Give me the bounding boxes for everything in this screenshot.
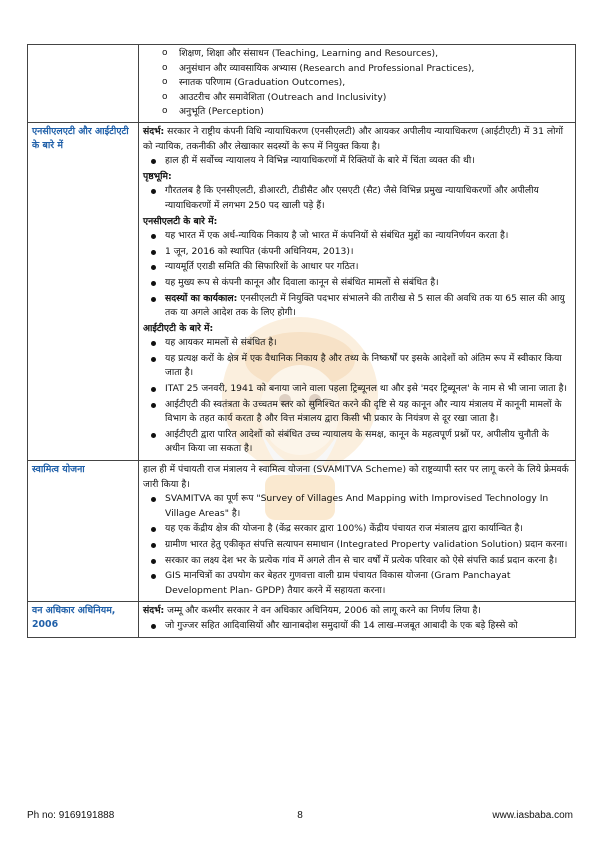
- list-item: o अनुसंधान और व्यावसायिक अभ्यास (Research and Professional Practices),: [179, 62, 571, 77]
- list-item: [165, 292, 571, 321]
- website-link[interactable]: www.iasbaba.com: [492, 810, 573, 821]
- row-label: वन अधिकार अधिनियम, 2006: [28, 602, 139, 637]
- table-row: [28, 602, 576, 637]
- context-text: जम्मू और कश्मीर सरकार ने वन अधिकार अधिनियम, 2006 को लागू करने का निर्णय लिया है।: [164, 605, 481, 617]
- context-text: सरकार ने राष्ट्रीय कंपनी विधि न्यायाधिकरण (एनसीएलटी) और आयकर अपीलीय न्यायाधिकरण (आईटीएटी) में 31 लोगों को न्यायिक, तकनीकी और लेखाकार सदस्यों के रूप में नियुक्त किया है।: [143, 125, 564, 152]
- context-heading: संदर्भ:: [143, 605, 165, 617]
- context-heading: संदर्भ:: [143, 125, 165, 137]
- parameter-list: [143, 47, 571, 120]
- background-heading: पृष्ठभूमि:: [143, 170, 172, 182]
- nclat-heading: एनसीएलटी के बारे में:: [143, 215, 218, 227]
- list-item: न्यायमूर्ति एराडी समिति की सिफारिशों के आधार पर गठित।: [165, 260, 571, 275]
- table-row: [28, 461, 576, 602]
- list-item: सरकार का लक्ष्य देश भर के प्रत्येक गांव में अगले तीन से चार वर्षों में प्रत्येक परिवार को ऐसे संपत्ति कार्ड प्रदान करना है।: [165, 554, 571, 569]
- list-item: o शिक्षण, शिक्षा और संसाधन (Teaching, Learning and Resources),: [179, 47, 571, 62]
- list-item: आईटीएटी की स्वतंत्रता के उच्चतम स्तर को सुनिश्चित करने की दृष्टि से यह कानून और न्याय मंत्रालय में कानूनी मामलों के विभाग के तहत कार्य करता है और वित्त मंत्रालय द्वारा किसी भी प्रकार के नियंत्रण से दूर रखा जाता है।: [165, 398, 571, 427]
- list-item: यह एक केंद्रीय क्षेत्र की योजना है (केंद्र सरकार द्वारा 100%) केंद्रीय पंचायत राज मंत्रालय द्वारा कार्यान्वित है।: [165, 522, 571, 537]
- list-item: ग्रामीण भारत हेतु एकीकृत संपत्ति सत्यापन समाधान (Integrated Property validation Solution) प्रदान करना।: [165, 538, 571, 553]
- list-item: o अनुभूति (Perception): [179, 105, 571, 120]
- row-label: स्वामित्व योजना: [28, 461, 139, 602]
- intro-text: हाल ही में पंचायती राज मंत्रालय ने स्वामित्व योजना (SVAMITVA Scheme) को राष्ट्रव्यापी स्तर पर लागू करने के लिये फ्रेमवर्क जारी किया है।: [143, 464, 569, 490]
- phone-number: Ph no: 9169191888: [27, 810, 115, 821]
- row-content: [139, 122, 576, 460]
- list-item: यह भारत में एक अर्ध-न्यायिक निकाय है जो भारत में कंपनियों से संबंधित मुद्दों का न्यायनिर्णयन करता है।: [165, 229, 571, 244]
- itat-heading: आईटीएटी के बारे में:: [143, 322, 214, 334]
- list-item: गौरतलब है कि एनसीएलटी, डीआरटी, टीडीसैट और एसएटी (सैट) जैसे विभिन्न प्रमुख न्यायाधिकरणों और अपीलीय न्यायाधिकरणों में लगभग 250 पद खाली पड़े हैं।: [165, 184, 571, 213]
- row-content: [139, 602, 576, 637]
- page-footer: [27, 810, 573, 830]
- list-item: आईटीएटी द्वारा पारित आदेशों को संबंधित उच्च न्यायालय के समक्ष, कानून के महत्वपूर्ण प्रश्नों पर, अपीलीय चुनौती के अधीन किया जा सकता है।: [165, 428, 571, 457]
- content-table: [27, 44, 576, 638]
- list-item: GIS मानचित्रों का उपयोग कर बेहतर गुणवत्ता वाली ग्राम पंचायत विकास योजना (Gram Panchayat Development Plan- GPDP) तैयार करने में सहायता करना।: [165, 569, 571, 598]
- row-label: एनसीएलएटी और आईटीएटी के बारे में: [28, 122, 139, 460]
- list-item: 1 जून, 2016 को स्थापित (कंपनी अधिनियम, 2013)।: [165, 245, 571, 260]
- row-content: [139, 461, 576, 602]
- row-content: [139, 45, 576, 123]
- list-item: हाल ही में सर्वोच्च न्यायालय ने विभिन्न न्यायाधिकरणों में रिक्तियों के बारे में चिंता व्यक्त की थी।: [165, 154, 571, 169]
- table-row: [28, 122, 576, 460]
- list-item: यह प्रत्यक्ष करों के क्षेत्र में एक वैधानिक निकाय है और तथ्य के निष्कर्षों पर इसके आदेशों को अंतिम रूप में स्वीकार किया जाता है।: [165, 352, 571, 381]
- list-item: o स्नातक परिणाम (Graduation Outcomes),: [179, 76, 571, 91]
- tenure-heading: सदस्यों का कार्यकाल:: [165, 292, 238, 304]
- list-item: जो गुज्जर सहित आदिवासियों और खानाबदोश समुदायों की 14 लाख-मजबूत आबादी के एक बड़े हिस्से को: [165, 619, 571, 634]
- list-item: o आउटरीच और समावेशिता (Outreach and Inclusivity): [179, 91, 571, 106]
- tenure-text: एनसीएलटी में नियुक्ति पदभार संभालने की तारीख से 5 साल की अवधि तक या 65 साल की आयु तक या अगले आदेश तक के लिए होगी।: [165, 292, 565, 319]
- page-number: 8: [297, 810, 303, 821]
- list-item: यह आयकर मामलों से संबंधित है।: [165, 336, 571, 351]
- list-item: ITAT 25 जनवरी, 1941 को बनाया जाने वाला पहला ट्रिब्यूनल था और इसे 'मदर ट्रिब्यूनल' के नाम से भी जाना जाता है।: [165, 382, 571, 397]
- list-item: यह मुख्य रूप से कंपनी कानून और दिवाला कानून से संबंधित मामलों से संबंधित है।: [165, 276, 571, 291]
- list-item: SVAMITVA का पूर्ण रूप "Survey of Villages And Mapping with Improvised Technology In Village Areas" है।: [165, 492, 571, 521]
- row-label-empty: [28, 45, 139, 123]
- table-row: [28, 45, 576, 123]
